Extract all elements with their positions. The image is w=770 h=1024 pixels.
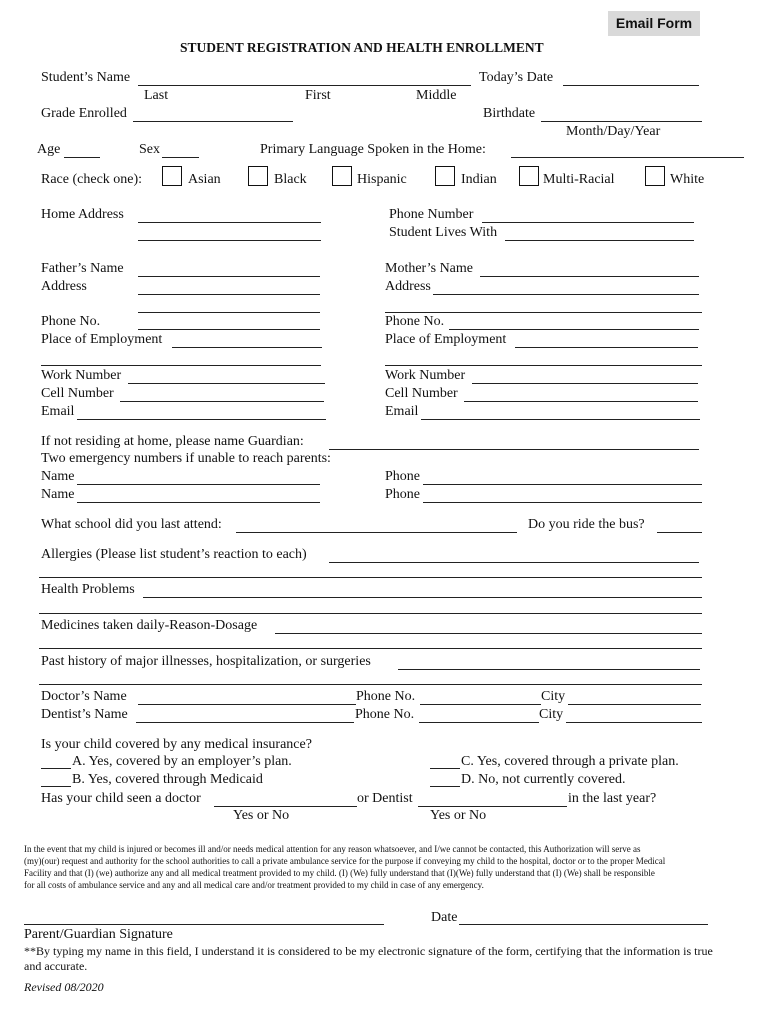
health-problems-field-2[interactable]: [39, 613, 702, 614]
insurance-option-c-label: C. Yes, covered through a private plan.: [461, 754, 679, 769]
race-label: Race (check one):: [41, 172, 143, 187]
student-lives-with-label: Student Lives With: [389, 225, 498, 240]
father-address-label: Address: [41, 279, 87, 294]
medicines-field-2[interactable]: [39, 648, 702, 649]
emergency-phone-label-2: Phone: [385, 487, 420, 502]
electronic-signature-note-1: **By typing my name in this field, I understand it is considered to be my electronic signature of the form, certifying that the information is true: [24, 944, 713, 958]
authorization-line-1: In the event that my child is injured or becomes ill and/or needs medical attention for any reason whatsoever, and I/we cannot be contacted, this Authorization will serve as: [24, 844, 641, 854]
dentist-yes-no-caption: Yes or No: [430, 808, 487, 823]
guardian-field[interactable]: [329, 449, 699, 450]
race-black-checkbox[interactable]: [248, 166, 268, 186]
birthdate-format-caption: Month/Day/Year: [566, 124, 661, 139]
last-school-label: What school did you last attend:: [41, 517, 222, 532]
mother-email-field[interactable]: [421, 419, 700, 420]
race-asian-label: Asian: [188, 172, 221, 187]
dentist-name-label: Dentist’s Name: [41, 707, 128, 722]
electronic-signature-note-2: and accurate.: [24, 959, 88, 973]
signature-field[interactable]: [24, 924, 384, 925]
authorization-line-4: for all costs of ambulance service and any and all medical care and/or treatment provided to my child in case of any emergency.: [24, 880, 484, 890]
grade-enrolled-field[interactable]: [133, 121, 293, 122]
father-name-field[interactable]: [138, 276, 320, 277]
emergency-phone-field-2[interactable]: [423, 502, 702, 503]
race-indian-checkbox[interactable]: [435, 166, 455, 186]
mother-work-number-field[interactable]: [472, 383, 698, 384]
age-field[interactable]: [64, 157, 100, 158]
form-title: STUDENT REGISTRATION AND HEALTH ENROLLMENT: [180, 40, 544, 55]
mother-name-field[interactable]: [480, 276, 699, 277]
mother-phone-field[interactable]: [449, 329, 699, 330]
doctor-name-field[interactable]: [138, 704, 356, 705]
doctor-phone-field[interactable]: [420, 704, 541, 705]
allergies-field-2[interactable]: [39, 577, 702, 578]
seen-dentist-label: or Dentist: [357, 791, 413, 806]
student-lives-with-field[interactable]: [505, 240, 694, 241]
race-hispanic-checkbox[interactable]: [332, 166, 352, 186]
mother-employment-label: Place of Employment: [385, 332, 507, 347]
authorization-line-3: Facility and that (I) (we) authorize any and all medical treatment provided to my child. (I) (We) fully understand that (I)(We) fully understand that (I) (We) shall be responsible: [24, 868, 655, 878]
father-cell-number-field[interactable]: [120, 401, 324, 402]
phone-number-label: Phone Number: [389, 207, 474, 222]
health-problems-field-1[interactable]: [143, 597, 702, 598]
seen-dentist-field[interactable]: [418, 806, 567, 807]
allergies-field-1[interactable]: [329, 562, 699, 563]
home-address-field-2[interactable]: [138, 240, 321, 241]
father-phone-label: Phone No.: [41, 314, 101, 329]
mother-address-field-1[interactable]: [433, 294, 699, 295]
dentist-phone-label: Phone No.: [355, 707, 415, 722]
mother-employment-field-1[interactable]: [515, 347, 698, 348]
birthdate-label: Birthdate: [483, 106, 536, 121]
insurance-option-b-label: B. Yes, covered through Medicaid: [72, 772, 263, 787]
father-address-field-2[interactable]: [138, 312, 320, 313]
email-form-button[interactable]: Email Form: [608, 11, 700, 36]
emergency-name-label-1: Name: [41, 469, 75, 484]
race-white-checkbox[interactable]: [645, 166, 665, 186]
mother-email-label: Email: [385, 404, 419, 419]
race-black-label: Black: [274, 172, 307, 187]
mother-phone-label: Phone No.: [385, 314, 445, 329]
dentist-city-field[interactable]: [566, 722, 702, 723]
mother-address-label: Address: [385, 279, 431, 294]
seen-doctor-label: Has your child seen a doctor: [41, 791, 201, 806]
age-label: Age: [37, 142, 61, 157]
father-email-field[interactable]: [77, 419, 326, 420]
father-employment-field-2[interactable]: [41, 365, 321, 366]
sex-field[interactable]: [162, 157, 199, 158]
insurance-question: Is your child covered by any medical insurance?: [41, 737, 312, 752]
past-history-label: Past history of major illnesses, hospitalization, or surgeries: [41, 654, 371, 669]
guardian-label: If not residing at home, please name Guardian:: [41, 434, 304, 449]
race-multiracial-checkbox[interactable]: [519, 166, 539, 186]
primary-language-field[interactable]: [511, 157, 744, 158]
student-name-field[interactable]: [138, 85, 471, 86]
last-year-label: in the last year?: [568, 791, 657, 806]
dentist-name-field[interactable]: [136, 722, 354, 723]
mother-cell-number-label: Cell Number: [385, 386, 458, 401]
insurance-option-a-label: A. Yes, covered by an employer’s plan.: [72, 754, 292, 769]
emergency-name-field-1[interactable]: [77, 484, 320, 485]
medicines-field-1[interactable]: [275, 633, 702, 634]
mother-address-field-2[interactable]: [385, 312, 702, 313]
father-name-label: Father’s Name: [41, 261, 124, 276]
father-work-number-field[interactable]: [128, 383, 325, 384]
date-field[interactable]: [459, 924, 708, 925]
race-asian-checkbox[interactable]: [162, 166, 182, 186]
ride-bus-label: Do you ride the bus?: [528, 517, 645, 532]
emergency-phone-label-1: Phone: [385, 469, 420, 484]
student-name-label: Student’s Name: [41, 70, 131, 85]
last-school-field[interactable]: [236, 532, 517, 533]
primary-language-label: Primary Language Spoken in the Home:: [260, 142, 486, 157]
medicines-label: Medicines taken daily-Reason-Dosage: [41, 618, 258, 633]
mother-cell-number-field[interactable]: [464, 401, 698, 402]
insurance-option-c-field[interactable]: [430, 768, 460, 769]
mother-work-number-label: Work Number: [385, 368, 466, 383]
doctor-city-label: City: [541, 689, 566, 704]
dentist-city-label: City: [539, 707, 564, 722]
father-work-number-label: Work Number: [41, 368, 122, 383]
home-address-field-1[interactable]: [138, 222, 321, 223]
emergency-name-field-2[interactable]: [77, 502, 320, 503]
past-history-field-2[interactable]: [39, 684, 702, 685]
phone-number-field[interactable]: [482, 222, 694, 223]
mother-employment-field-2[interactable]: [385, 365, 702, 366]
ride-bus-field[interactable]: [657, 532, 702, 533]
father-cell-number-label: Cell Number: [41, 386, 114, 401]
todays-date-label: Today’s Date: [479, 70, 554, 85]
allergies-label: Allergies (Please list student’s reaction to each): [41, 547, 307, 562]
mother-name-label: Mother’s Name: [385, 261, 473, 276]
doctor-name-label: Doctor’s Name: [41, 689, 127, 704]
race-white-label: White: [670, 172, 705, 187]
sex-label: Sex: [139, 142, 160, 157]
father-phone-field[interactable]: [138, 329, 320, 330]
doctor-phone-label: Phone No.: [356, 689, 416, 704]
past-history-field-1[interactable]: [398, 669, 700, 670]
race-indian-label: Indian: [461, 172, 497, 187]
insurance-option-d-field[interactable]: [430, 786, 460, 787]
emergency-numbers-label: Two emergency numbers if unable to reach parents:: [41, 451, 331, 466]
revised-date: Revised 08/2020: [24, 980, 104, 994]
father-email-label: Email: [41, 404, 75, 419]
doctor-city-field[interactable]: [568, 704, 701, 705]
date-label: Date: [431, 910, 458, 925]
insurance-option-a-field[interactable]: [41, 768, 71, 769]
emergency-phone-field-1[interactable]: [423, 484, 702, 485]
race-multiracial-label: Multi-Racial: [543, 172, 615, 187]
father-address-field-1[interactable]: [138, 294, 320, 295]
last-name-caption: Last: [144, 88, 169, 103]
todays-date-field[interactable]: [563, 85, 699, 86]
doctor-yes-no-caption: Yes or No: [233, 808, 290, 823]
father-employment-field-1[interactable]: [172, 347, 322, 348]
insurance-option-d-label: D. No, not currently covered.: [461, 772, 626, 787]
health-problems-label: Health Problems: [41, 582, 135, 597]
authorization-line-2: (my)(our) request and authority for the school authorities to call a private ambulance service for the purpose if conveying my child to the hospital, doctor or to the proper Medical: [24, 856, 666, 866]
father-employment-label: Place of Employment: [41, 332, 163, 347]
home-address-label: Home Address: [41, 207, 124, 222]
birthdate-field[interactable]: [541, 121, 702, 122]
grade-enrolled-label: Grade Enrolled: [41, 106, 127, 121]
first-name-caption: First: [305, 88, 331, 103]
seen-doctor-field[interactable]: [214, 806, 357, 807]
emergency-name-label-2: Name: [41, 487, 75, 502]
middle-name-caption: Middle: [416, 88, 457, 103]
insurance-option-b-field[interactable]: [41, 786, 71, 787]
race-hispanic-label: Hispanic: [357, 172, 407, 187]
signature-label: Parent/Guardian Signature: [24, 927, 173, 942]
dentist-phone-field[interactable]: [419, 722, 539, 723]
